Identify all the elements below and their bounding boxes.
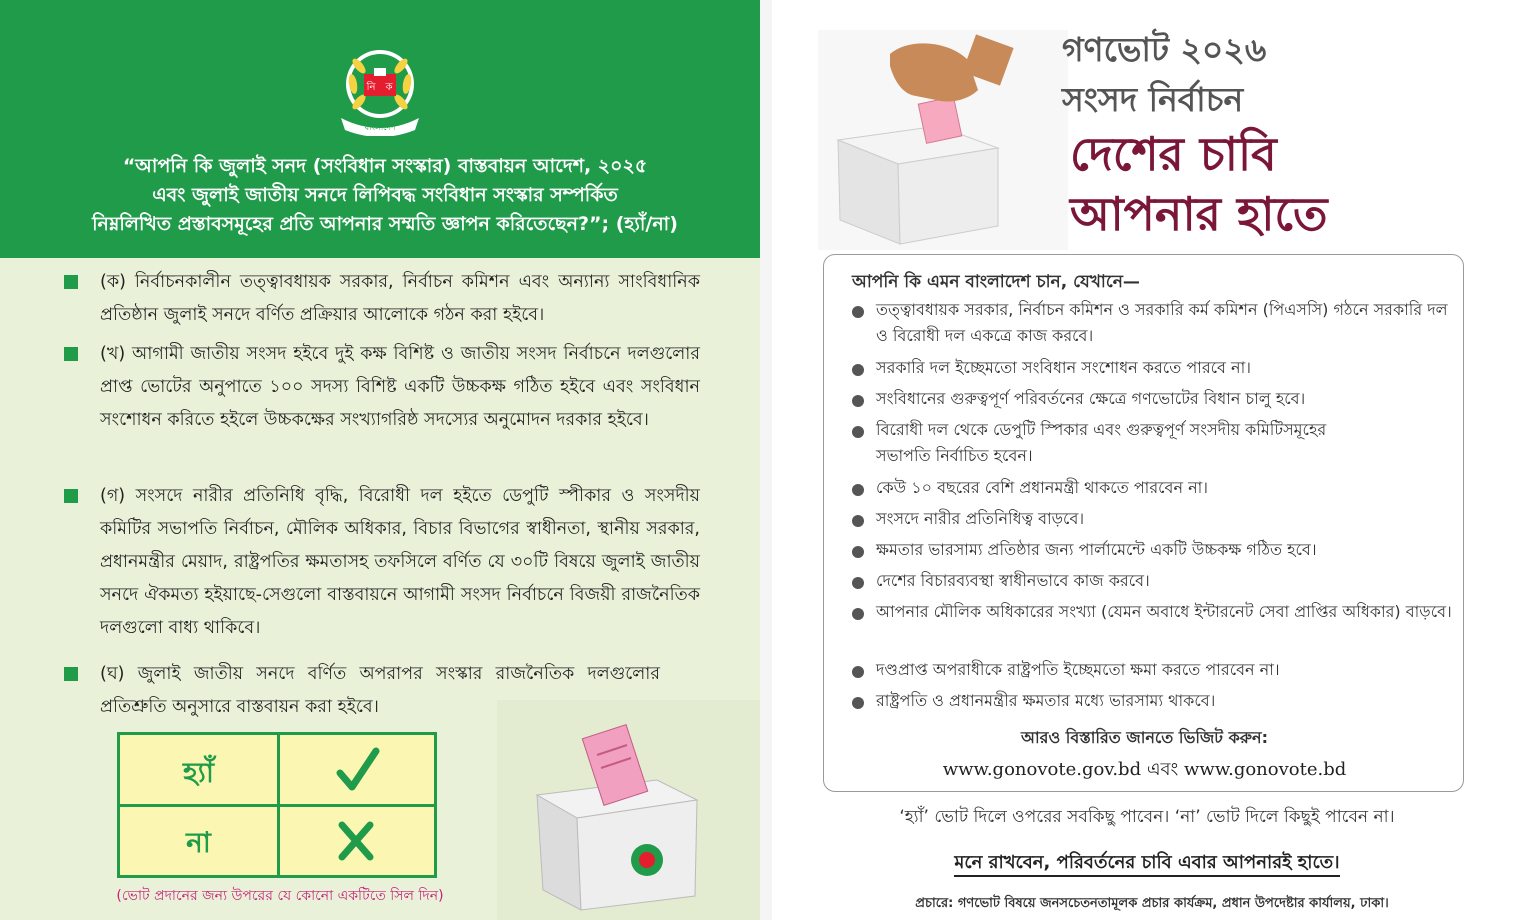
hand-ballot-illustration bbox=[818, 30, 1068, 250]
voting-instruction: (ভোট প্রদানের জন্য উপরের যে কোনো একটিতে সিল দিন) bbox=[116, 888, 444, 904]
emblem-letter-2: ক bbox=[385, 82, 393, 93]
yes-no-note: ‘হ্যাঁ’ ভোট দিলে ওপরের সবকিছু পাবেন। ‘না’ ভোট দিলে কিছুই পাবেন না। bbox=[899, 807, 1395, 827]
campaign-poster-panel bbox=[772, 0, 1517, 920]
panel-divider bbox=[760, 0, 772, 920]
benefits-box bbox=[823, 254, 1464, 792]
bullet-dot-icon bbox=[852, 306, 864, 318]
bullet-dot-icon bbox=[852, 546, 864, 558]
title-referendum: গণভোট ২০২৬ bbox=[1062, 30, 1267, 69]
bullet-dot-icon bbox=[852, 515, 864, 527]
bullet-dot-icon bbox=[852, 577, 864, 589]
table-divider bbox=[120, 804, 434, 807]
emblem-ribbon-text: বাংলাদেশ bbox=[364, 123, 396, 132]
bullet-dot-icon bbox=[852, 395, 864, 407]
benefit-text: সংবিধানের গুরুত্বপূর্ণ পরিবর্তনের ক্ষেত্রে গণভোটের বিধান চালু হবে। bbox=[876, 389, 1306, 408]
benefit-text: আপনার মৌলিক অধিকারের সংখ্যা (যেমন অবাধে ইন্টারনেট সেবা প্রাপ্তির অধিকার) বাড়বে। bbox=[876, 602, 1452, 621]
slogan-line-2: আপনার হাতে bbox=[1070, 187, 1328, 241]
green-square-bullet-icon bbox=[64, 275, 78, 289]
bullet-dot-icon bbox=[852, 608, 864, 620]
benefit-text: দেশের বিচারব্যবস্থা স্বাধীনভাবে কাজ করবে। bbox=[876, 571, 1150, 590]
benefit-text: কেউ ১০ বছরের বেশি প্রধানমন্ত্রী থাকতে পারবেন না। bbox=[876, 478, 1209, 497]
benefit-text: বিরোধী দল থেকে ডেপুটি স্পিকার এবং গুরুত্বপূর্ণ সংসদীয় কমিটিসমূহের সভাপতি নির্বাচিত হবেন। bbox=[876, 420, 1327, 465]
question-line-2: এবং জুলাই জাতীয় সনদে লিপিবদ্ধ সংবিধান সংস্কার সম্পর্কিত bbox=[152, 184, 618, 206]
proposal-text: (ক) নির্বাচনকালীন তত্ত্বাবধায়ক সরকার, নির্বাচন কমিশন এবং অন্যান্য সাংবিধানিক প্রতিষ্ঠান জুলাই সনদে বর্ণিত প্রক্রিয়ার আলোকে গঠন করা হইবে। bbox=[100, 272, 700, 325]
benefit-text: সরকারি দল ইচ্ছেমতো সংবিধান সংশোধন করতে পারবে না। bbox=[876, 358, 1251, 377]
website-links[interactable]: www.gonovote.gov.bd এবং www.gonovote.bd bbox=[942, 759, 1347, 780]
referendum-question bbox=[40, 152, 730, 239]
benefits-heading: আপনি কি এমন বাংলাদেশ চান, যেখানে— bbox=[852, 272, 1140, 292]
bullet-dot-icon bbox=[852, 697, 864, 709]
question-line-3: নিম্নলিখিত প্রস্তাবসমূহের প্রতি আপনার সম্মতি জ্ঞাপন করিতেছেন?”; (হ্যাঁ/না) bbox=[92, 213, 678, 235]
slogan-line-1: দেশের চাবি bbox=[1070, 127, 1277, 181]
ballot-box-illustration bbox=[497, 700, 760, 920]
proposal-text: (ঘ) জুলাই জাতীয় সনদে বর্ণিত অপরাপর সংস্কার রাজনৈতিক দলগুলোর প্রতিশ্রুতি অনুসারে বাস্তবায়ন করা হইবে। bbox=[100, 664, 660, 717]
checkmark-icon[interactable] bbox=[280, 739, 434, 803]
emblem-letter-1: নি bbox=[366, 82, 376, 93]
visit-label: আরও বিস্তারিত জানতে ভিজিট করুন: bbox=[1020, 728, 1268, 747]
reminder-line bbox=[822, 848, 1472, 879]
vote-choice-table bbox=[117, 732, 437, 878]
bullet-dot-icon bbox=[852, 484, 864, 496]
title-election: সংসদ নির্বাচন bbox=[1062, 80, 1244, 119]
proposal-text: (গ) সংসদে নারীর প্রতিনিধি বৃদ্ধি, বিরোধী দল হইতে ডেপুটি স্পীকার ও সংসদীয় কমিটির সভাপতি নির্বাচন, মৌলিক অধিকার, বিচার বিভাগের স্বাধীনতা, স্থানীয় সরকার, প্রধানমন্ত্রীর মেয়াদ, রাষ্ট্রপতির ক্ষমতাসহ তফসিলে বর্ণিত যে ৩০টি বিষয়ে জুলাই জাতীয় সনদে ঐকমত্য হইয়াছে-সেগুলো বাস্তবায়নে আগামী সংসদ নির্বাচনে বিজয়ী রাজনৈতিক দলগুলো বাধ্য থাকিবে। bbox=[100, 486, 700, 638]
benefit-text: রাষ্ট্রপতি ও প্রধানমন্ত্রীর ক্ষমতার মধ্যে ভারসাম্য থাকবে। bbox=[876, 691, 1216, 710]
benefit-text: সংসদে নারীর প্রতিনিধিত্ব বাড়বে। bbox=[876, 509, 1085, 528]
no-option-label[interactable]: না bbox=[186, 826, 211, 859]
benefit-text: দণ্ডপ্রাপ্ত অপরাধীকে রাষ্ট্রপতি ইচ্ছেমতো ক্ষমা করতে পারবেন না। bbox=[876, 660, 1280, 679]
hand-voting-icon bbox=[818, 30, 1068, 250]
proposal-text: (খ) আগামী জাতীয় সংসদ হইবে দুই কক্ষ বিশিষ্ট ও জাতীয় সংসদ নির্বাচনে দলগুলোর প্রাপ্ত ভোটের অনুপাতে ১০০ সদস্য বিশিষ্ট একটি উচ্চকক্ষ গঠিত হইবে এবং সংবিধান সংশোধন করিতে হইলে উচ্চকক্ষের সংখ্যাগরিষ্ঠ সদস্যের অনুমোদন দরকার হইবে। bbox=[100, 344, 700, 430]
question-header bbox=[0, 0, 760, 258]
green-square-bullet-icon bbox=[64, 489, 78, 503]
bullet-dot-icon bbox=[852, 666, 864, 678]
green-square-bullet-icon bbox=[64, 667, 78, 681]
green-square-bullet-icon bbox=[64, 347, 78, 361]
reminder-text: মনে রাখবেন, পরিবর্তনের চাবি এবার আপনারই হাতে। bbox=[954, 852, 1339, 877]
cross-icon[interactable] bbox=[280, 809, 434, 873]
question-line-1: “আপনি কি জুলাই সনদ (সংবিধান সংস্কার) বাস্তবায়ন আদেশ, ২০২৫ bbox=[122, 155, 648, 177]
benefit-text: তত্ত্বাবধায়ক সরকার, নির্বাচন কমিশন ও সরকারি কর্ম কমিশন (পিএসসি) গঠনে সরকারি দল ও বিরোধী দল একত্রে কাজ করবে। bbox=[876, 300, 1448, 345]
bullet-dot-icon bbox=[852, 364, 864, 376]
benefit-text: ক্ষমতার ভারসাম্য প্রতিষ্ঠার জন্য পার্লামেন্টে একটি উচ্চকক্ষ গঠিত হবে। bbox=[876, 540, 1317, 559]
footer-credit: প্রচারে: গণভোট বিষয়ে জনসচেতনতামূলক প্রচার কার্যক্রম, প্রধান উপদেষ্টার কার্যালয়, ঢাকা। bbox=[915, 896, 1389, 911]
ballot-box-icon bbox=[497, 700, 760, 920]
yes-option-label[interactable]: হ্যাঁ bbox=[183, 756, 214, 789]
bullet-dot-icon bbox=[852, 426, 864, 438]
election-commission-emblem bbox=[335, 44, 425, 136]
